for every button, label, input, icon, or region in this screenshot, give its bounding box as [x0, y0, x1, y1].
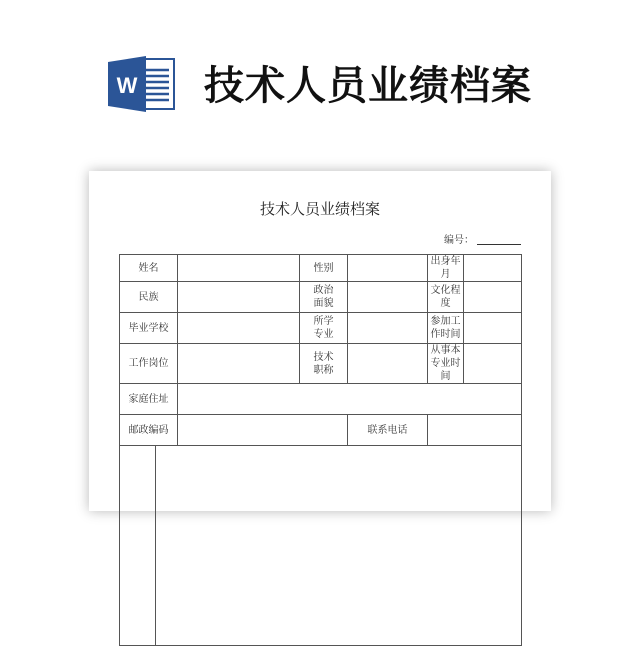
serial-number-label: 编号： — [444, 235, 474, 246]
value-gender[interactable] — [348, 255, 428, 282]
label-record-section — [120, 446, 156, 646]
value-work-start[interactable] — [464, 313, 522, 344]
label-gender: 性别 — [300, 255, 348, 282]
label-major: 所学 专业 — [300, 313, 348, 344]
value-position[interactable] — [178, 344, 300, 384]
value-phone[interactable] — [428, 415, 522, 446]
word-icon-letter: W — [116, 73, 138, 98]
value-political-status[interactable] — [348, 282, 428, 313]
label-phone: 联系电话 — [348, 415, 428, 446]
serial-number-blank[interactable] — [477, 244, 521, 245]
banner — [0, 0, 640, 150]
profile-form — [119, 254, 522, 646]
label-political-status: 政治 面貌 — [300, 282, 348, 313]
value-technical-title[interactable] — [348, 344, 428, 384]
label-name: 姓名 — [120, 255, 178, 282]
value-specialty-years[interactable] — [464, 344, 522, 384]
document-title: 技术人员业绩档案 — [259, 200, 380, 218]
value-ethnicity[interactable] — [178, 282, 300, 313]
value-major[interactable] — [348, 313, 428, 344]
banner-title: 技术人员业绩档案 — [204, 63, 532, 109]
label-ethnicity: 民族 — [120, 282, 178, 313]
label-postal-code: 邮政编码 — [120, 415, 178, 446]
serial-number-field[interactable] — [444, 231, 521, 246]
label-work-start: 参加工作时间 — [428, 313, 464, 344]
value-education[interactable] — [464, 282, 522, 313]
word-document-icon — [106, 56, 176, 112]
label-school: 毕业学校 — [120, 313, 178, 344]
label-technical-title: 技术 职称 — [300, 344, 348, 384]
value-school[interactable] — [178, 313, 300, 344]
document-sheet — [89, 171, 551, 511]
value-home-address[interactable] — [178, 384, 522, 415]
value-name[interactable] — [178, 255, 300, 282]
value-birth-date[interactable] — [464, 255, 522, 282]
value-record-section[interactable] — [156, 446, 522, 646]
value-postal-code[interactable] — [178, 415, 348, 446]
label-position: 工作岗位 — [120, 344, 178, 384]
label-specialty-years: 从事本专业时间 — [428, 344, 464, 384]
label-birth-date: 出身年月 — [428, 255, 464, 282]
label-education: 文化程度 — [428, 282, 464, 313]
label-home-address: 家庭住址 — [120, 384, 178, 415]
